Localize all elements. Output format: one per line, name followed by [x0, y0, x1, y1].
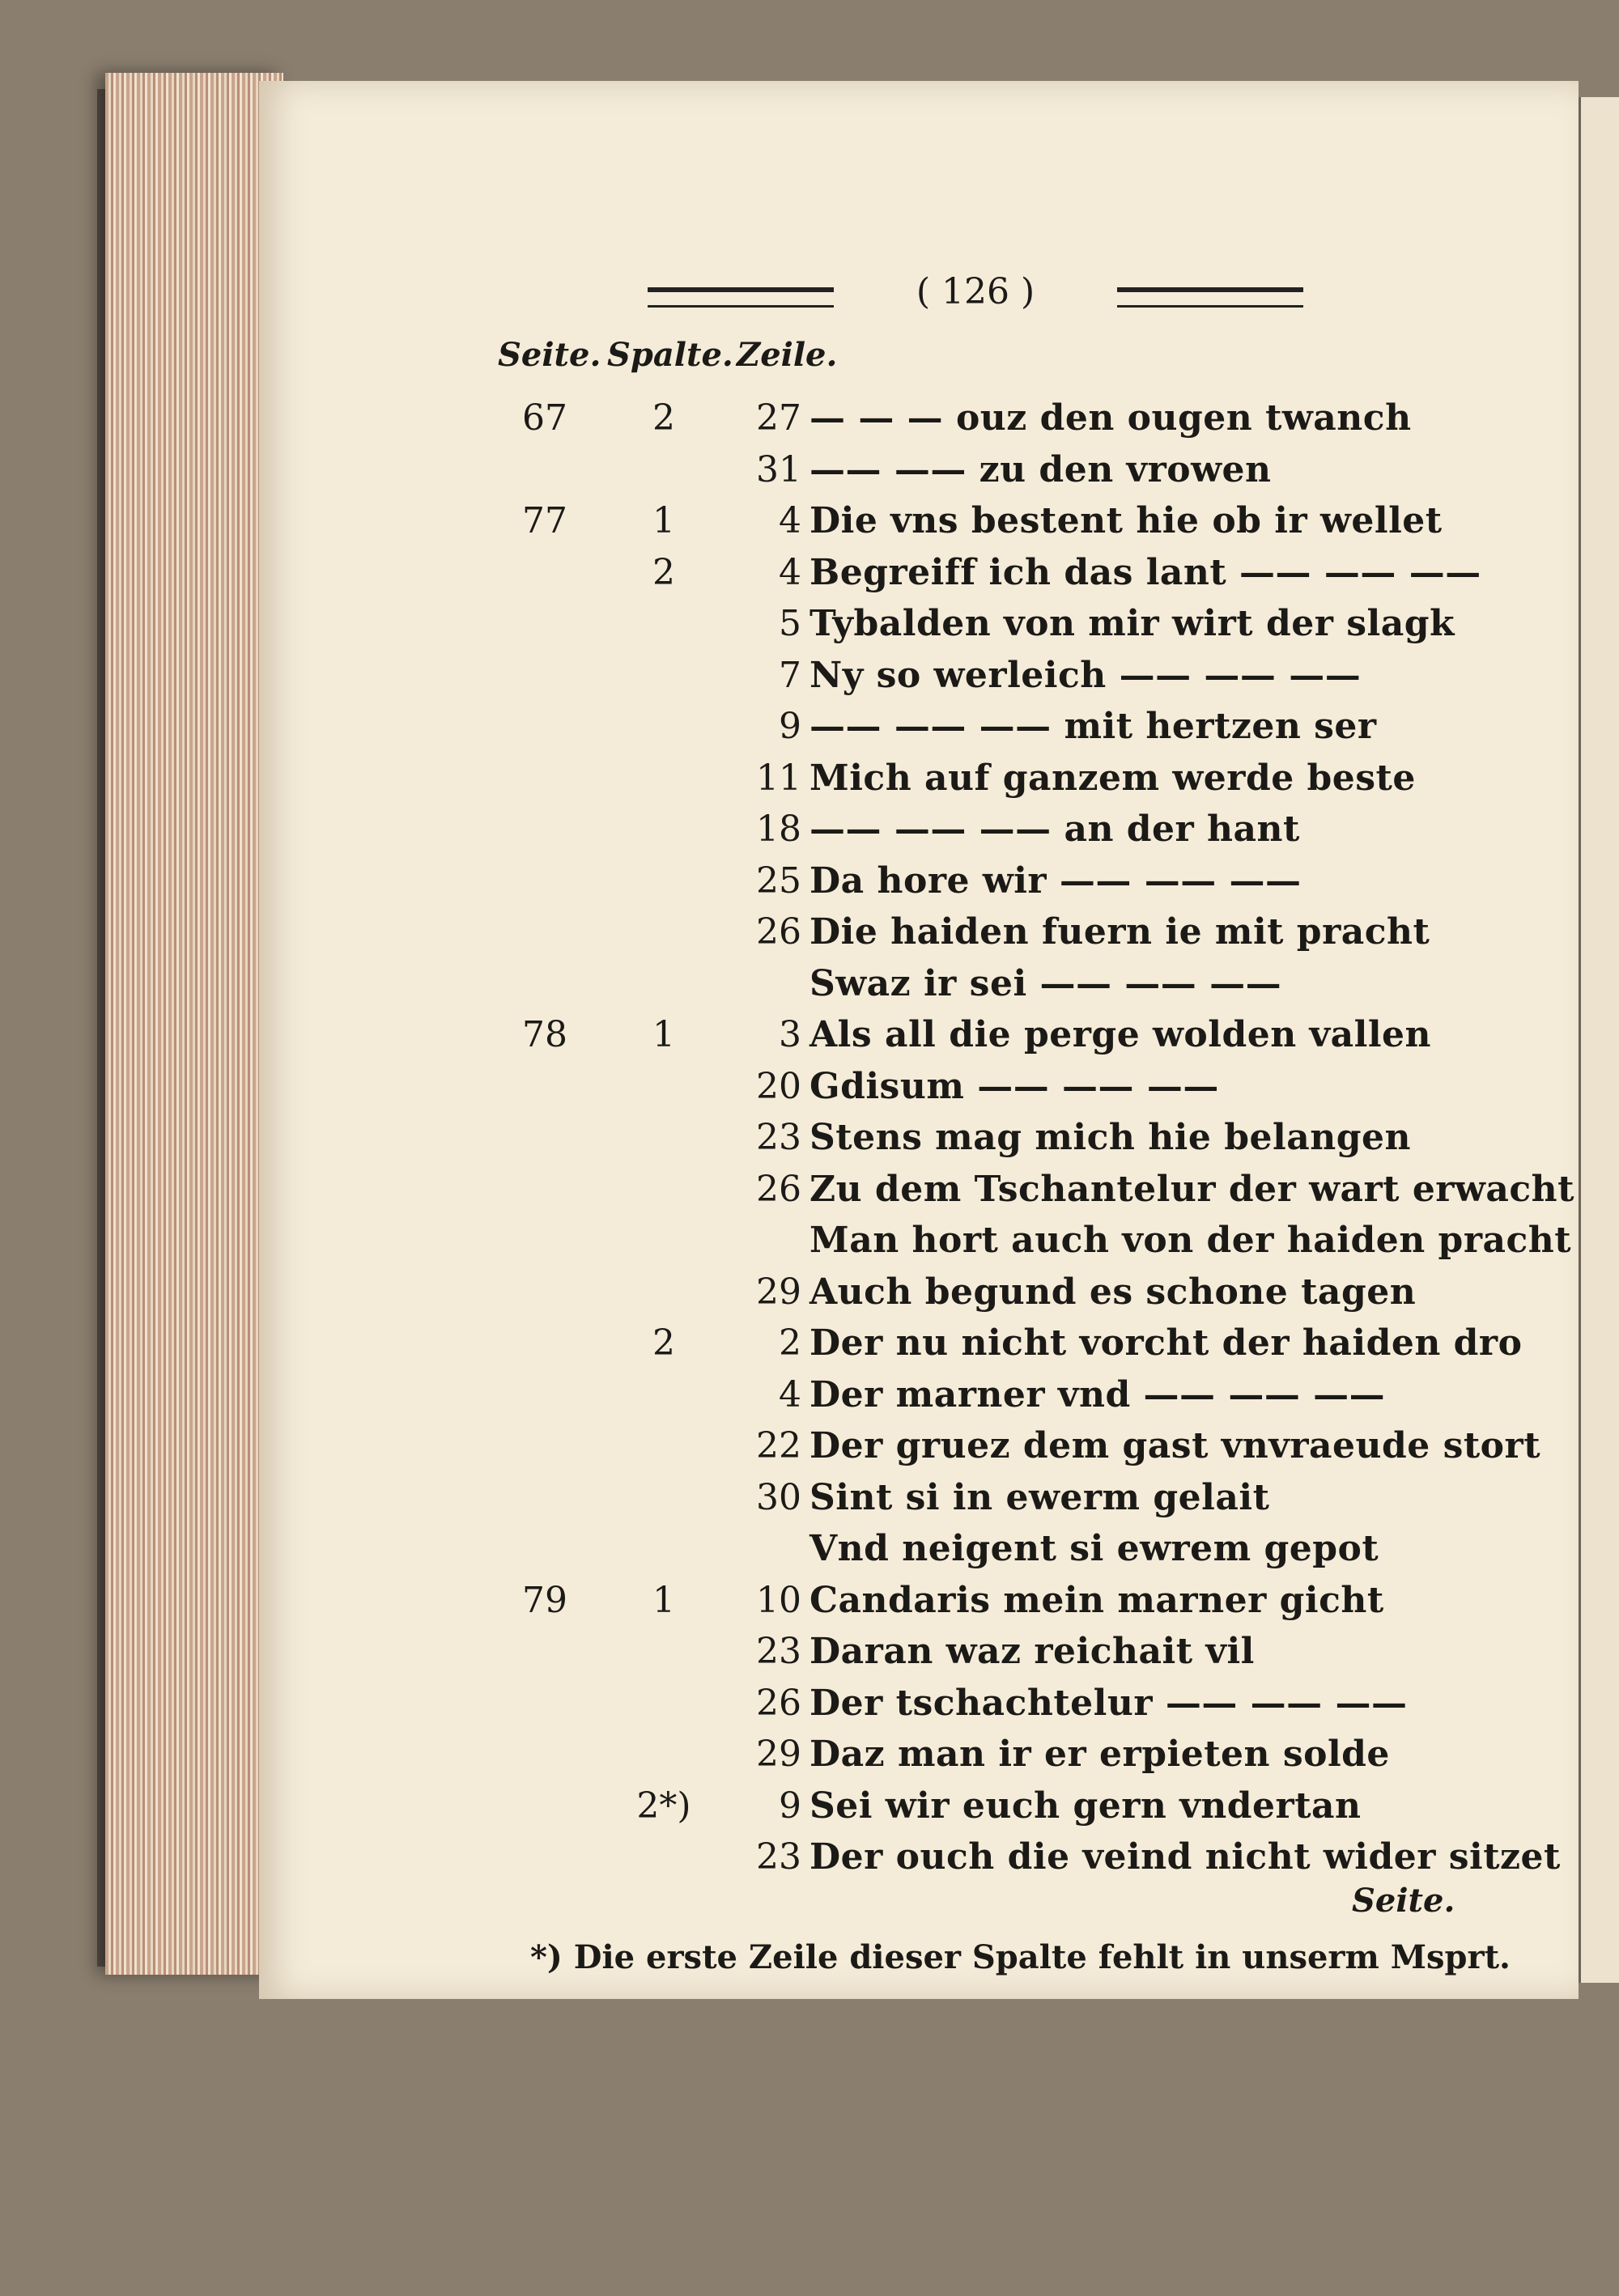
row-text: Der marner vnd —— —— —— — [810, 1373, 1386, 1415]
table-row — [0, 1112, 1619, 1164]
table-row — [0, 1831, 1619, 1883]
table-row — [0, 753, 1619, 804]
row-zeile: 27 — [756, 397, 801, 439]
row-zeile: 26 — [756, 1682, 801, 1724]
row-text: Der ouch die veind nicht wider sitzet — [810, 1836, 1561, 1878]
column-header-zeile: Zeile. — [737, 336, 838, 374]
row-zeile: 22 — [756, 1425, 801, 1466]
table-row — [0, 701, 1619, 753]
row-spalte: 1 — [652, 1014, 675, 1055]
row-text: Daz man ir er erpieten solde — [810, 1734, 1390, 1775]
table-row — [0, 1267, 1619, 1318]
row-text: Als all die perge wolden vallen — [810, 1014, 1432, 1055]
row-text: Ny so werleich —— —— —— — [810, 654, 1362, 696]
row-seite: 78 — [522, 1014, 567, 1055]
row-text: Der gruez dem gast vnvraeude stort — [810, 1425, 1541, 1466]
page-header — [648, 271, 1303, 320]
table-row — [0, 1215, 1619, 1267]
row-zeile: 26 — [756, 1168, 801, 1210]
table-row — [0, 1420, 1619, 1472]
row-text: Die haiden fuern ie mit pracht — [810, 911, 1430, 953]
table-row — [0, 1575, 1619, 1627]
row-spalte: 2*) — [636, 1785, 691, 1827]
row-text: Zu dem Tschantelur der wart erwacht — [810, 1168, 1574, 1210]
row-zeile: 23 — [756, 1836, 801, 1878]
column-header-spalte: Spalte. — [607, 336, 733, 374]
row-text: Man hort auch von der haiden pracht — [810, 1220, 1572, 1261]
table-row — [0, 495, 1619, 547]
row-text: Candaris mein marner gicht — [810, 1579, 1384, 1621]
table-row — [0, 1780, 1619, 1832]
row-text: —— —— —— an der hant — [810, 808, 1300, 850]
row-spalte: 1 — [652, 500, 675, 541]
row-zeile: 29 — [756, 1734, 801, 1775]
row-zeile: 7 — [779, 654, 801, 696]
column-header-seite: Seite. — [498, 336, 601, 374]
row-zeile: 5 — [779, 603, 801, 644]
table-row — [0, 855, 1619, 907]
table-row — [0, 1729, 1619, 1780]
footnote: *) Die erste Zeile dieser Spalte fehlt in unserm Msprt. — [530, 1938, 1511, 1976]
row-text: Begreiff ich das lant —— —— —— — [810, 551, 1481, 593]
row-text: Vnd neigent si ewrem gepot — [810, 1528, 1379, 1569]
header-rule-right — [1117, 287, 1303, 308]
row-zeile: 4 — [779, 551, 801, 593]
row-zeile: 23 — [756, 1117, 801, 1158]
row-text: Swaz ir sei —— —— —— — [810, 962, 1282, 1004]
row-spalte: 1 — [652, 1579, 675, 1621]
row-zeile: 30 — [756, 1476, 801, 1518]
catchword: Seite. — [1352, 1882, 1455, 1920]
table-row — [0, 1318, 1619, 1369]
table-row — [0, 598, 1619, 650]
row-text: Auch begund es schone tagen — [810, 1271, 1417, 1313]
row-text: —— —— —— mit hertzen ser — [810, 706, 1377, 747]
table-row — [0, 1369, 1619, 1421]
row-text: Sint si in ewerm gelait — [810, 1476, 1270, 1518]
row-seite: 67 — [522, 397, 567, 439]
row-text: Sei wir euch gern vndertan — [810, 1785, 1362, 1827]
row-text: Da hore wir —— —— —— — [810, 859, 1302, 902]
row-text: —— —— zu den vrowen — [810, 448, 1272, 490]
row-zeile: 23 — [756, 1631, 801, 1672]
row-zeile: 3 — [779, 1014, 801, 1055]
row-zeile: 4 — [779, 1373, 801, 1415]
row-spalte: 2 — [652, 551, 675, 593]
table-row — [0, 547, 1619, 599]
table-row — [0, 393, 1619, 444]
table-row — [0, 958, 1619, 1010]
table-row — [0, 1009, 1619, 1061]
row-text: Stens mag mich hie belangen — [810, 1117, 1411, 1158]
row-text: Daran waz reichait vil — [810, 1631, 1255, 1672]
row-zeile: 2 — [779, 1322, 801, 1364]
row-text: Die vns bestent hie ob ir wellet — [810, 500, 1443, 541]
table-row — [0, 650, 1619, 702]
row-text: Der nu nicht vorcht der haiden dro — [810, 1322, 1523, 1364]
table-row — [0, 906, 1619, 958]
table-row — [0, 1472, 1619, 1524]
row-spalte: 2 — [652, 397, 675, 439]
row-seite: 77 — [522, 500, 567, 541]
row-text: Tybalden von mir wirt der slagk — [810, 603, 1455, 644]
row-zeile: 9 — [779, 706, 801, 747]
row-zeile: 18 — [756, 808, 801, 850]
row-zeile: 26 — [756, 911, 801, 953]
table-row — [0, 1626, 1619, 1678]
table-row — [0, 444, 1619, 496]
row-zeile: 9 — [779, 1785, 801, 1827]
row-zeile: 4 — [779, 500, 801, 541]
table-row — [0, 1164, 1619, 1216]
table-row — [0, 804, 1619, 855]
page-number: ( 126 ) — [916, 271, 1035, 312]
table-row — [0, 1061, 1619, 1113]
row-text: — — — ouz den ougen twanch — [810, 397, 1412, 439]
row-text: Der tschachtelur —— —— —— — [810, 1682, 1408, 1724]
table-row — [0, 1678, 1619, 1729]
row-zeile: 25 — [756, 859, 801, 902]
row-seite: 79 — [522, 1579, 567, 1621]
row-zeile: 10 — [756, 1579, 801, 1621]
row-text: Mich auf ganzem werde beste — [810, 757, 1416, 799]
row-spalte: 2 — [652, 1322, 675, 1364]
row-zeile: 11 — [756, 757, 801, 799]
row-zeile: 29 — [756, 1271, 801, 1313]
table-row — [0, 1523, 1619, 1575]
row-zeile: 20 — [756, 1065, 801, 1107]
row-zeile: 31 — [756, 448, 801, 490]
header-rule-left — [648, 287, 834, 308]
row-text: Gdisum —— —— —— — [810, 1065, 1219, 1107]
